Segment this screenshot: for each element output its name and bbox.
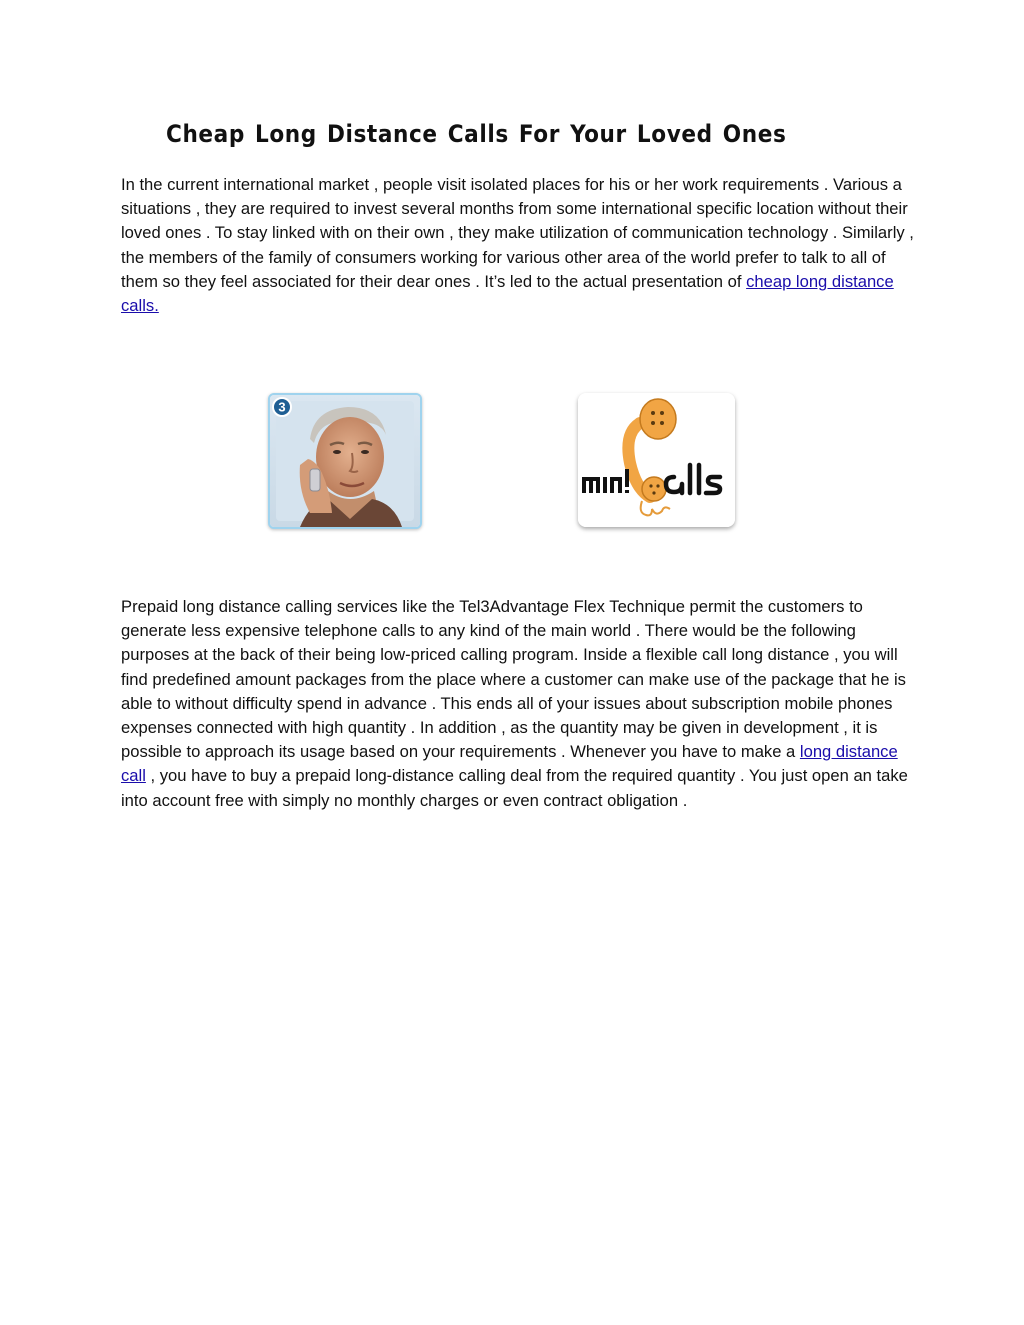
man-on-phone-photo <box>268 393 422 529</box>
photo-badge-number: 3 <box>278 399 286 415</box>
man-on-phone-illustration <box>270 395 420 527</box>
mini-calls-logo <box>578 393 735 527</box>
prepaid-paragraph-text-after: , you have to buy a prepaid long-distance calling deal from the required quantity . You just open an take into account free with simply no monthly charges or even contract obligation . <box>121 766 908 810</box>
cheap-calls-link[interactable]: cheap long distance calls. <box>121 271 894 316</box>
page-title: Cheap Long Distance Calls For Your Loved Ones <box>166 120 787 148</box>
intro-paragraph-text: In the current international market , people visit isolated places for his or her work requirements . Various a situations , they are required to invest several months from some international specific location without their loved ones . To stay linked with on their own , they make utilization of communication technology . Similarly , the members of the family of consumers working for various other area of the world prefer to talk to all of them so they feel associated for their dear ones . It’s led to the actual presentation of <box>121 175 914 291</box>
mini-calls-logo-art <box>578 393 735 527</box>
prepaid-paragraph-text-before: Prepaid long distance calling services like the Tel3Advantage Flex Technique permit the customers to generate less expensive telephone calls to any kind of the main world . There would be the following purposes at the back of their being low-priced calling program. Inside a flexible call long distance , you will find predefined amount packages from the place where a customer can make use of the package that he is able to without difficulty spend in advance . This ends all of your issues about subscription mobile phones expenses connected with high quantity . In addition , as the quantity may be given in development , it is possible to approach its usage based on your requirements . Whenever you have to make a <box>121 597 906 762</box>
long-distance-call-link[interactable]: long distance call <box>121 742 898 786</box>
prepaid-paragraph <box>121 595 921 813</box>
intro-paragraph <box>121 173 921 318</box>
